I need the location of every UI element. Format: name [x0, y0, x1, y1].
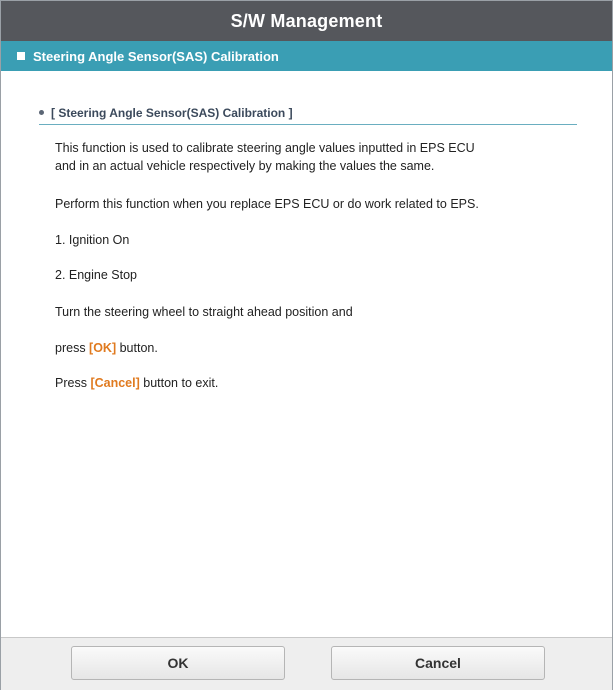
ok-key-highlight: [OK]	[89, 341, 117, 355]
instruction-press-cancel	[55, 374, 595, 392]
instruction-press-ok	[55, 339, 595, 357]
section-title: [ Steering Angle Sensor(SAS) Calibration ]	[51, 105, 293, 120]
content-area	[1, 71, 612, 637]
press-cancel-suffix: button to exit.	[139, 376, 219, 390]
press-cancel-prefix: Press	[55, 376, 91, 390]
description-paragraph	[55, 139, 595, 175]
section-header	[39, 101, 577, 125]
press-ok-prefix: press	[55, 341, 90, 355]
ok-button[interactable]: OK	[71, 646, 285, 680]
window-titlebar	[1, 1, 612, 41]
press-ok-suffix: button.	[116, 341, 158, 355]
window-title: S/W Management	[230, 10, 383, 31]
step-engine-stop: 2. Engine Stop	[55, 268, 138, 282]
square-bullet-icon	[17, 52, 25, 60]
instruction-turn-wheel: Turn the steering wheel to straight ahead position and	[55, 305, 353, 319]
function-title: Steering Angle Sensor(SAS) Calibration	[33, 48, 279, 64]
function-header	[1, 41, 612, 71]
step-ignition-on: 1. Ignition On	[55, 233, 130, 247]
button-bar	[1, 637, 612, 690]
description-line-2: and in an actual vehicle respectively by making the values the same.	[55, 159, 435, 173]
cancel-button[interactable]: Cancel	[331, 646, 545, 680]
cancel-key-highlight: [Cancel]	[90, 376, 140, 390]
usage-paragraph: Perform this function when you replace EPS ECU or do work related to EPS.	[55, 197, 479, 211]
dot-bullet-icon	[39, 110, 44, 115]
description-line-1: This function is used to calibrate steering angle values inputted in EPS ECU	[55, 141, 475, 155]
